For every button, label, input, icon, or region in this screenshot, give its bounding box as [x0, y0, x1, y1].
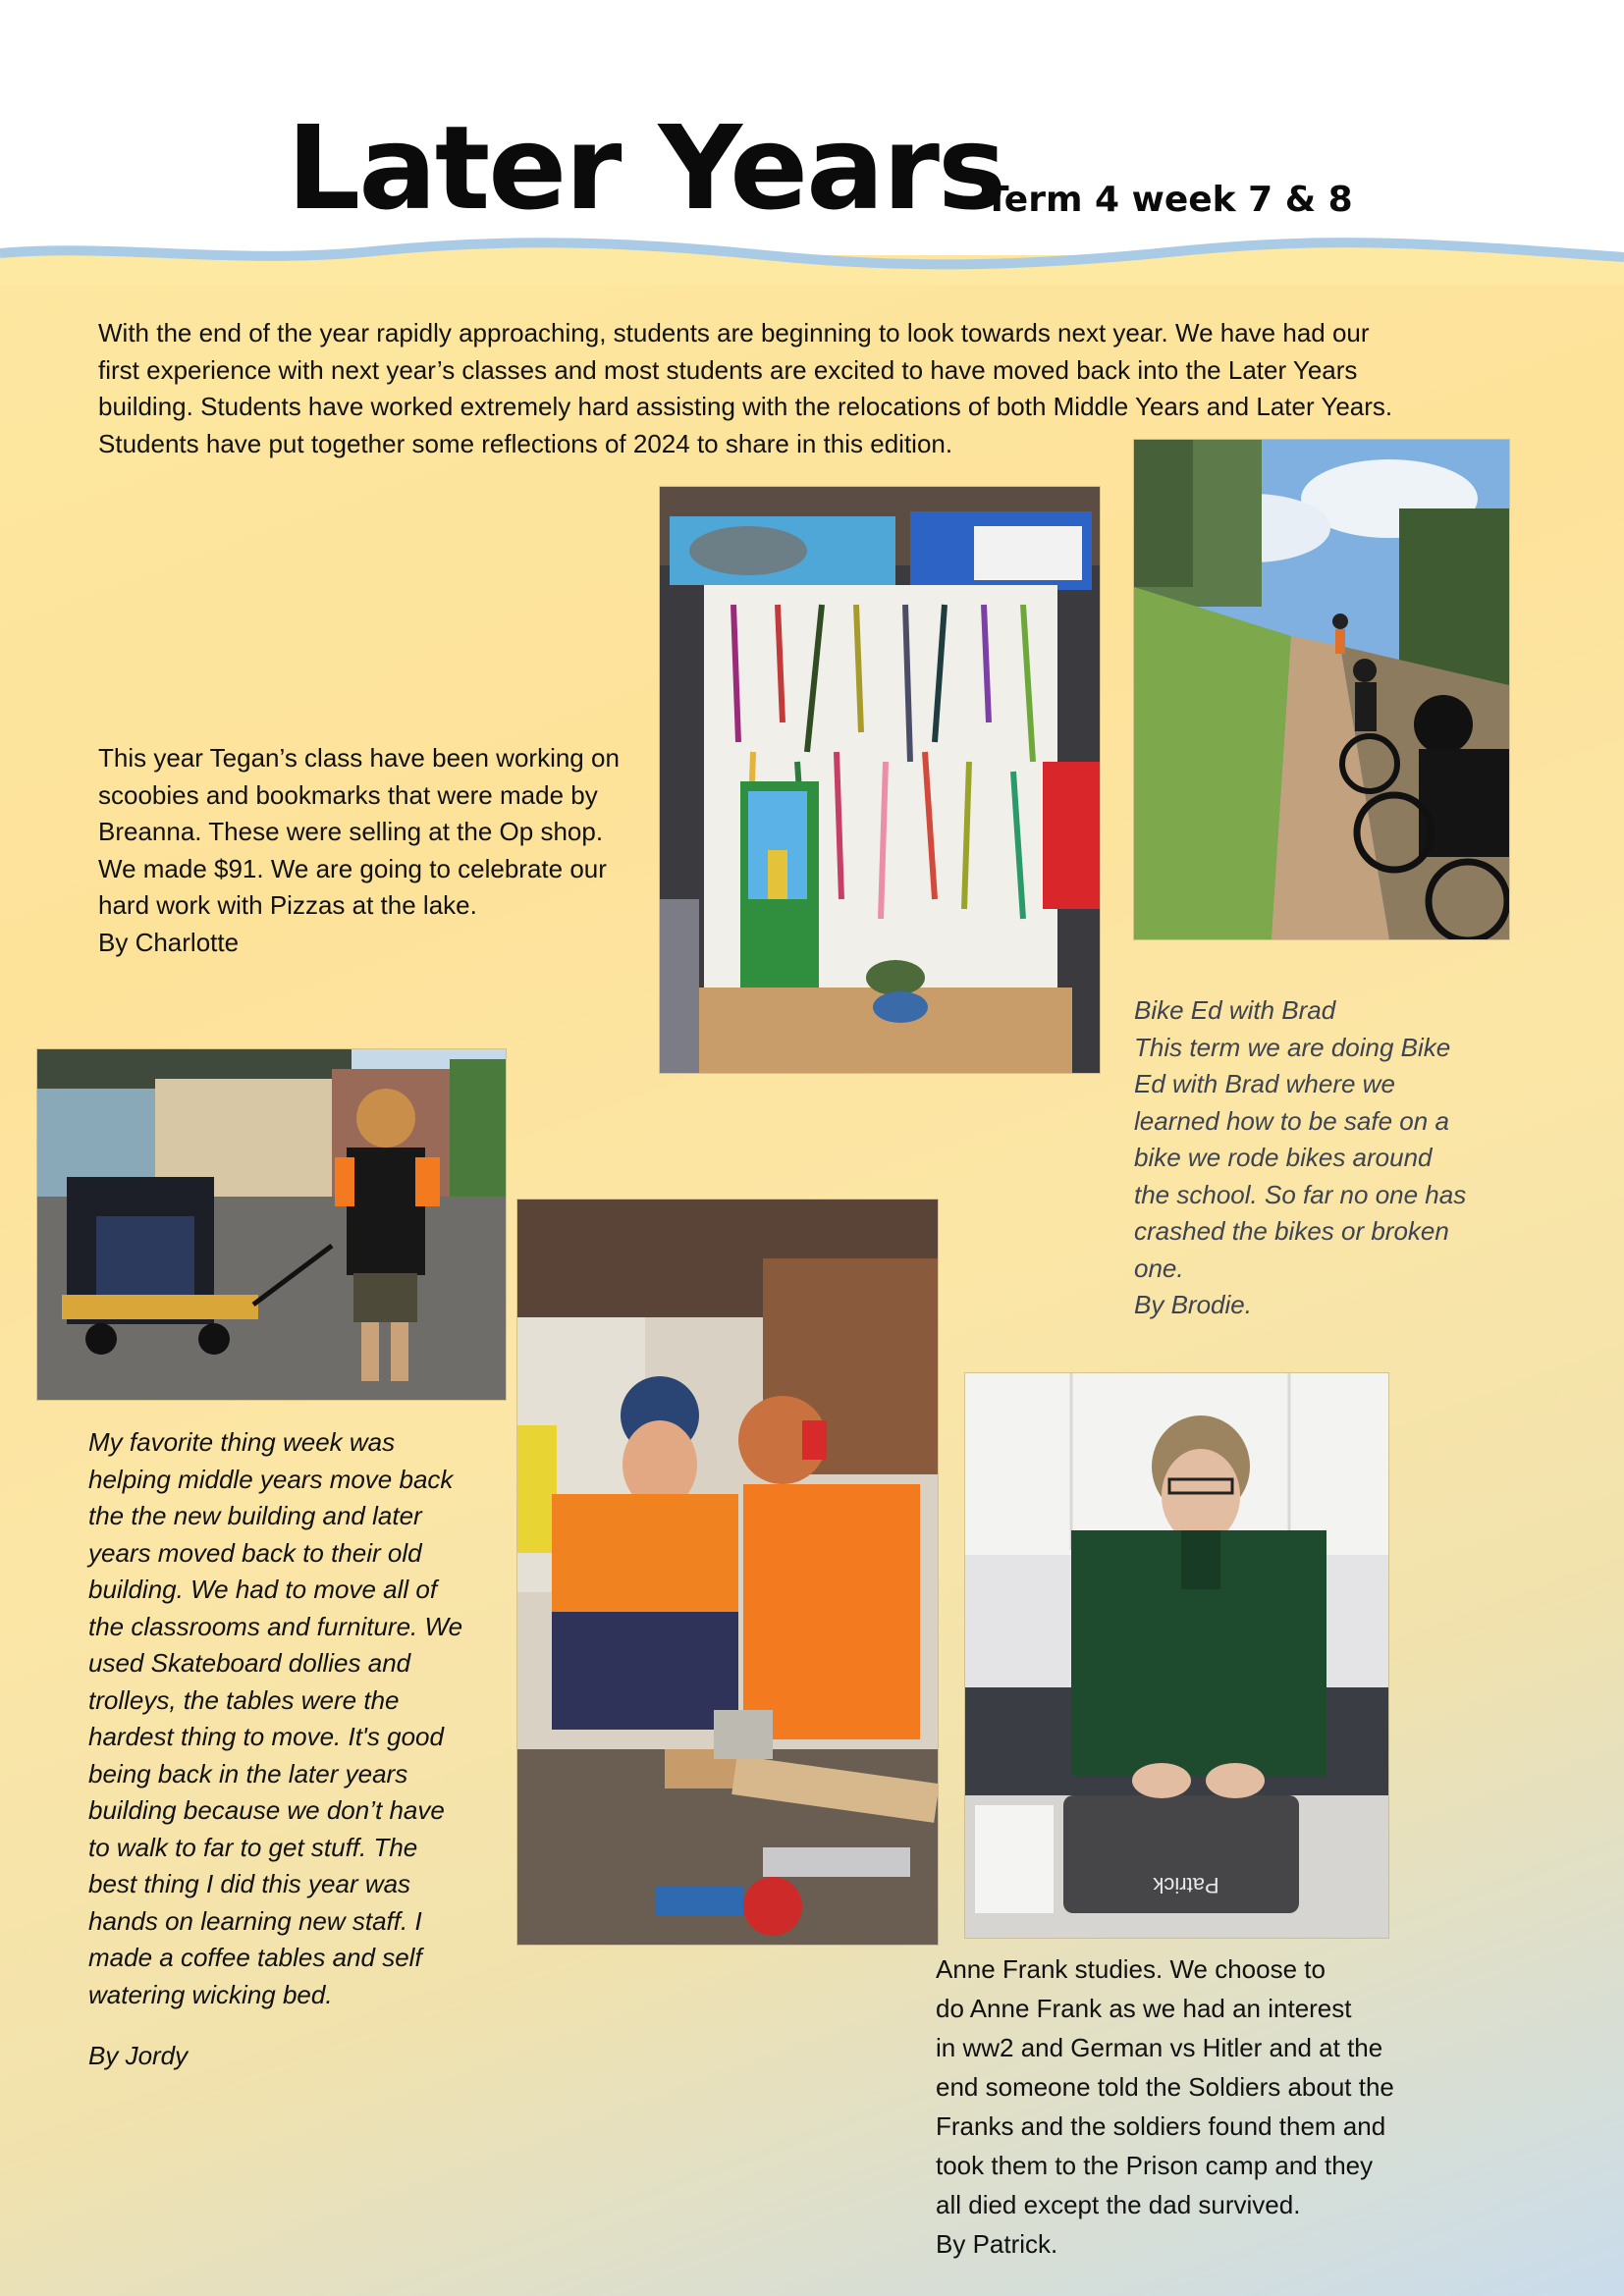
- bike-ed-photo: [1134, 440, 1509, 939]
- page-subtitle: Term 4 week 7 & 8: [985, 180, 1353, 220]
- header-wave-divider: [0, 236, 1624, 285]
- anne-frank-laptop-photo: [965, 1373, 1388, 1938]
- scoobies-story: This year Tegan’s class have been working on scoobies and bookmarks that were made by Breanna. These were selling at the Op shop. We made $91. We are going to celebrate our hard work with Pizzas at the lake. By Charlotte: [98, 743, 620, 957]
- page-title: Later Years: [287, 100, 1005, 236]
- moving-chairs-trolley-photo: [37, 1049, 506, 1400]
- scoobies-bookmarks-photo: [660, 487, 1100, 1073]
- intro-paragraph: With the end of the year rapidly approaching, students are beginning to look towards next year. We have had our first experience with next year’s classes and most students are excited to have moved back into the Later Years building. Students have worked extremely hard assisting with the relocations of both Middle Years and Later Years. Students have put together some reflections of 2024 to share in this edition.: [98, 318, 1393, 458]
- anne-frank-story: Anne Frank studies. We choose to do Anne Frank as we had an interest in ww2 and German vs Hitler and at the end someone told the Soldiers about the Franks and the soldiers found them and took them to the Prison camp and they all died except the dad survived. By Patrick.: [936, 1954, 1394, 2259]
- moving-story-byline: By Jordy: [88, 2041, 189, 2070]
- bike-ed-story: Bike Ed with Brad This term we are doing Bike Ed with Brad where we learned how to be safe on a bike we rode bikes around the school. So far no one has crashed the bikes or broken one. By Brodie.: [1134, 995, 1467, 1319]
- laptop-name-label: Patrick: [1153, 1873, 1219, 1897]
- moving-story: My favorite thing week was helping middle years move back the the new building and later years moved back to their old building. We had to move all of the classrooms and furniture. We used Skateboard dollies and trolleys, the tables were the hardest thing to move. It's good being back in the later years building because we don’t have to walk to far to get stuff. The best thing I did this year was hands on learning new staff. I made a coffee tables and self watering wicking bed.: [88, 1427, 463, 2009]
- woodwork-photo: [517, 1200, 938, 1945]
